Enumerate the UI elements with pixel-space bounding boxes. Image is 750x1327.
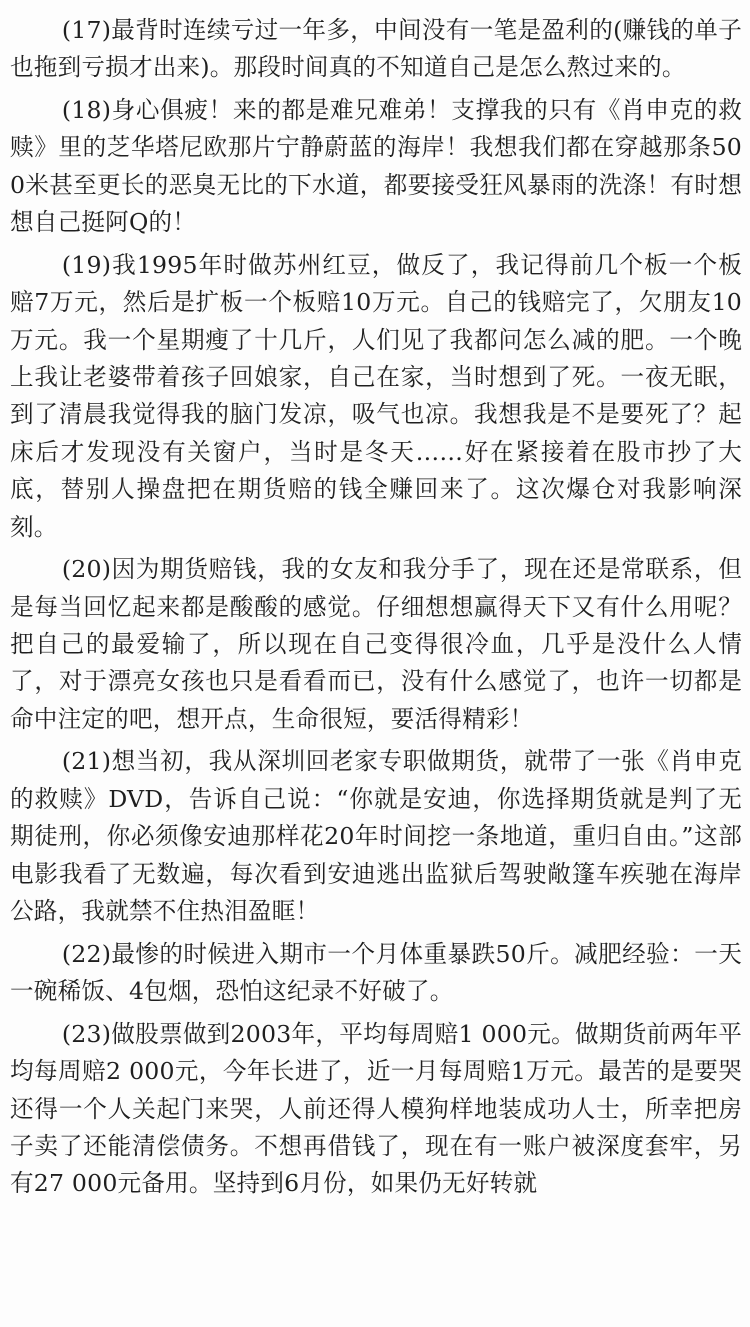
paragraph-21: (21)想当初，我从深圳回老家专职做期货，就带了一张《肖申克的救赎》DVD，告诉自己说：“你就是安迪，你选择期货就是判了无期徒刑，你必须像安迪那样花20年时间挖一条地道，重归自由。”这部电影我看了无数遍，每次看到安迪逃出监狱后驾驶敞篷车疾驰在海岸公路，我就禁不住热泪盈眶！ bbox=[10, 747, 742, 926]
paragraph-17: (17)最背时连续亏过一年多，中间没有一笔是盈利的(赚钱的单子也拖到亏损才出来)。那段时间真的不知道自己是怎么熬过来的。 bbox=[10, 16, 742, 82]
paragraph-20: (20)因为期货赔钱，我的女友和我分手了，现在还是常联系，但是每当回忆起来都是酸酸的感觉。仔细想想赢得天下又有什么用呢？把自己的最爱输了，所以现在自己变得很冷血，几乎是没什么人情了，对于漂亮女孩也只是看看而已，没有什么感觉了，也许一切都是命中注定的吧，想开点，生命很短，要活得精彩！ bbox=[10, 555, 742, 733]
paragraph-22: (22)最惨的时候进入期市一个月体重暴跌50斤。减肥经验：一天一碗稀饭、4包烟，恐怕这纪录不好破了。 bbox=[10, 939, 742, 1006]
paragraph-23: (23)做股票做到2003年，平均每周赔1 000元。做期货前两年平均每周赔2 000元，今年长进了，近一月每周赔1万元。最苦的是要哭还得一个人关起门来哭，人前还得人模狗样地装成功人士，所幸把房子卖了还能清偿债务。不想再借钱了，现在有一账户被深度套牢，另有27 000元备用。坚持到6月份，如果仍无好转就 bbox=[10, 1019, 742, 1198]
text-body bbox=[10, 12, 742, 1208]
paragraph-18: (18)身心俱疲！来的都是难兄难弟！支撑我的只有《肖申克的救赎》里的芝华塔尼欧那片宁静蔚蓝的海岸！我想我们都在穿越那条500米甚至更长的恶臭无比的下水道，都要接受狂风暴雨的洗涤！有时想想自己挺阿Q的！ bbox=[10, 96, 742, 237]
paragraph-19: (19)我1995年时做苏州红豆，做反了，我记得前几个板一个板赔7万元，然后是扩板一个板赔10万元。自己的钱赔完了，欠朋友10万元。我一个星期瘦了十几斤，人们见了我都问怎么减的肥。一个晚上我让老婆带着孩子回娘家，自己在家，当时想到了死。一夜无眠，到了清晨我觉得我的脑门发凉，吸气也凉。我想我是不是要死了？起床后才发现没有关窗户，当时是冬天……好在紧接着在股市抄了大底，替别人操盘把在期货赔的钱全赚回来了。这次爆仓对我影响深刻。 bbox=[10, 250, 742, 541]
